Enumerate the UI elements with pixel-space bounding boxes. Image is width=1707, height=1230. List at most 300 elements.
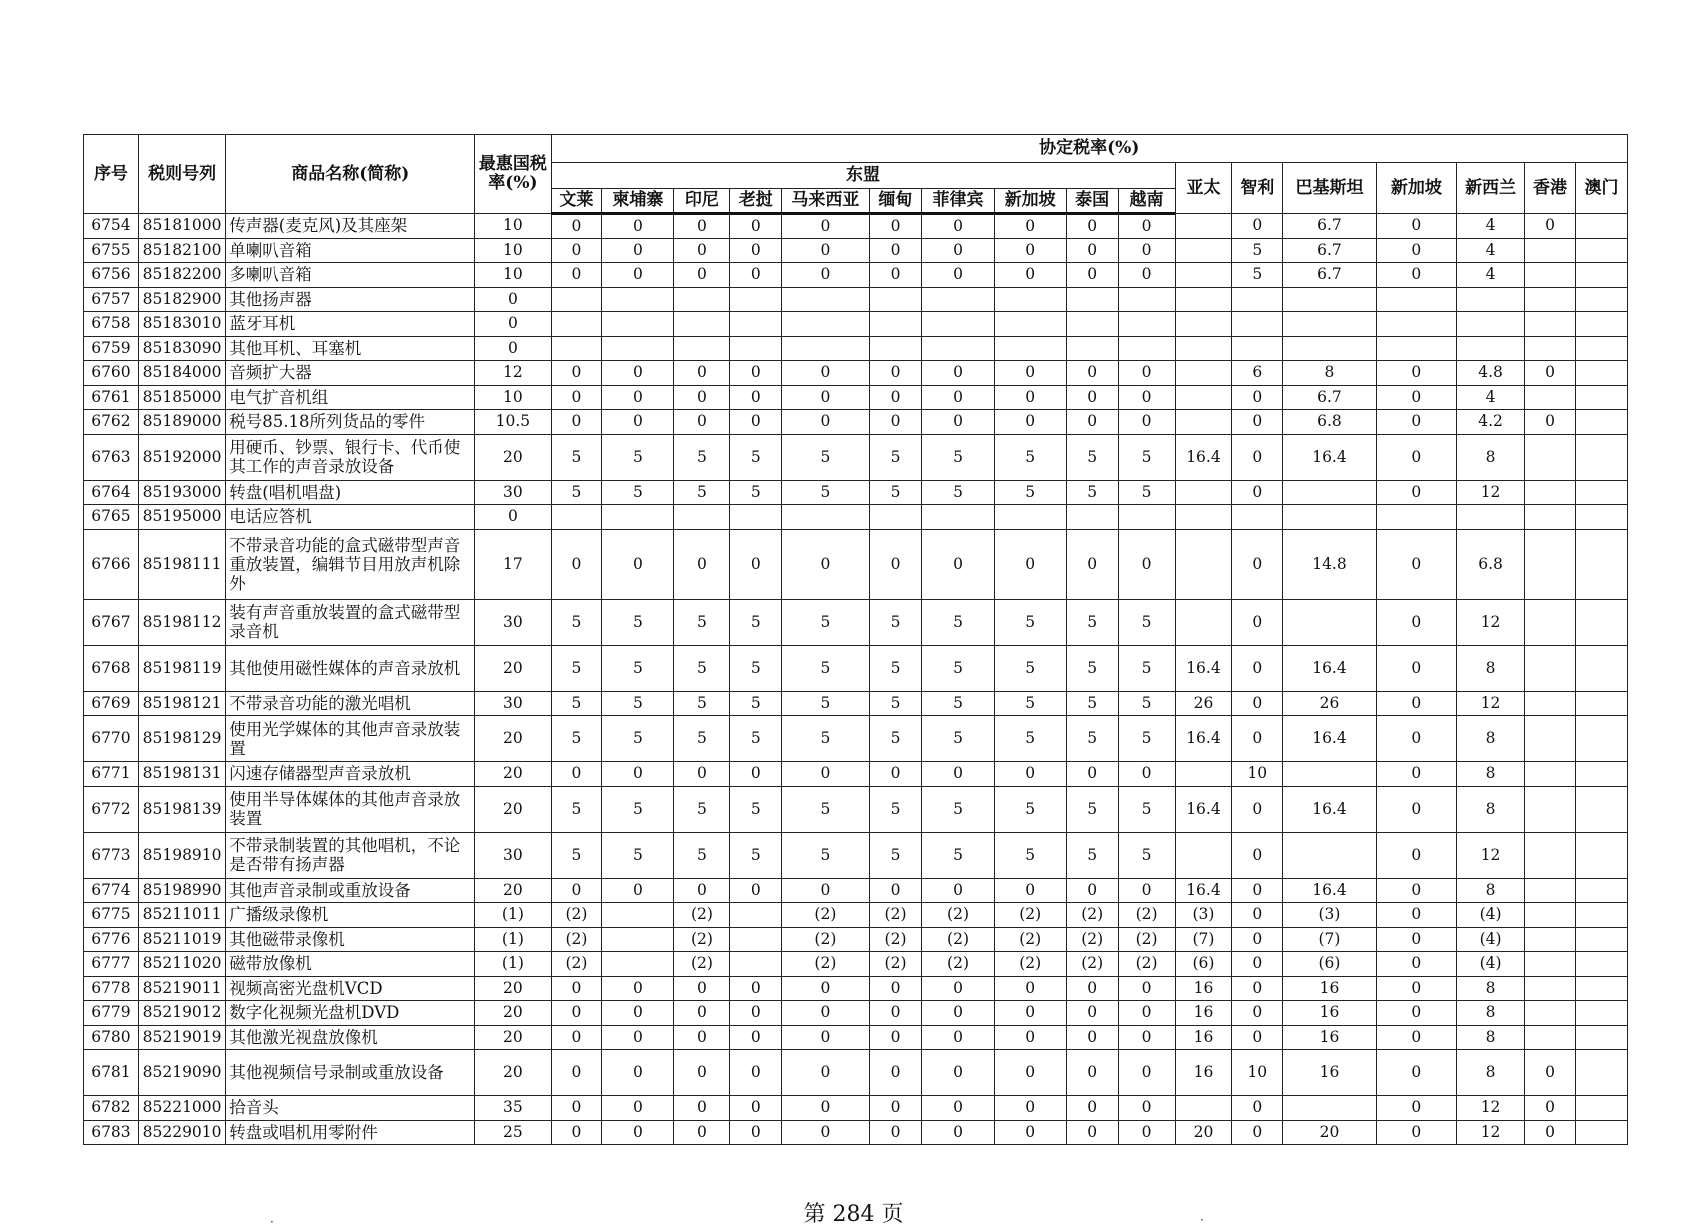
cell-mfn: 0 — [475, 287, 551, 312]
cell-name: 闪速存储器型声音录放机 — [226, 762, 475, 787]
cell-code: 85211020 — [138, 952, 225, 977]
cell-rate: 8 — [1457, 434, 1525, 480]
cell-rate: 0 — [1066, 263, 1118, 288]
cell-rate: 0 — [869, 238, 922, 263]
cell-rate — [994, 287, 1066, 312]
cell-rate: 0 — [1118, 976, 1175, 1001]
cell-seq: 6776 — [84, 927, 139, 952]
cell-seq: 6760 — [84, 361, 139, 386]
cell-rate — [1175, 599, 1232, 645]
cell-rate: 0 — [1232, 385, 1283, 410]
cell-rate: 6.8 — [1283, 410, 1377, 435]
cell-rate: 0 — [602, 385, 674, 410]
cell-mfn: 10 — [475, 238, 551, 263]
cell-rate: 5 — [782, 480, 869, 505]
table-row — [84, 1096, 1628, 1121]
cell-rate: 4 — [1457, 238, 1525, 263]
cell-rate: 0 — [1066, 762, 1118, 787]
cell-name: 音频扩大器 — [226, 361, 475, 386]
cell-rate: 0 — [1376, 1001, 1456, 1026]
cell-rate: 0 — [730, 263, 782, 288]
cell-rate: 16 — [1283, 1001, 1377, 1026]
cell-rate — [1525, 976, 1576, 1001]
header-singapore-fta: 新加坡 — [1376, 163, 1456, 214]
cell-rate: (7) — [1175, 927, 1232, 952]
cell-rate: 0 — [922, 410, 994, 435]
header-singapore: 新加坡 — [994, 189, 1066, 214]
cell-name: 用硬币、钞票、银行卡、代币使其工作的声音录放设备 — [226, 434, 475, 480]
cell-seq: 6772 — [84, 786, 139, 832]
cell-rate: 0 — [1118, 410, 1175, 435]
cell-rate: 0 — [1118, 1050, 1175, 1096]
cell-rate — [1525, 434, 1576, 480]
cell-rate: (2) — [551, 952, 602, 977]
cell-name: 其他扬声器 — [226, 287, 475, 312]
cell-rate: 0 — [782, 1025, 869, 1050]
cell-rate — [1118, 287, 1175, 312]
cell-mfn: 30 — [475, 480, 551, 505]
cell-rate: 0 — [869, 361, 922, 386]
cell-code: 85183010 — [138, 312, 225, 337]
cell-mfn: 20 — [475, 1025, 551, 1050]
cell-rate: 5 — [551, 786, 602, 832]
cell-rate: 5 — [730, 645, 782, 691]
cell-rate — [1283, 505, 1377, 530]
cell-rate — [1525, 385, 1576, 410]
cell-rate — [1525, 287, 1576, 312]
cell-rate — [782, 336, 869, 361]
cell-rate: 0 — [1232, 410, 1283, 435]
table-row — [84, 1025, 1628, 1050]
cell-code: 85193000 — [138, 480, 225, 505]
cell-code: 85198121 — [138, 691, 225, 716]
cell-rate: 0 — [994, 1120, 1066, 1145]
cell-rate: 8 — [1457, 716, 1525, 762]
cell-rate: 6 — [1232, 361, 1283, 386]
cell-rate: (2) — [994, 903, 1066, 928]
cell-rate: 0 — [994, 976, 1066, 1001]
cell-rate: 0 — [869, 214, 922, 239]
header-agreement: 协定税率(%) — [551, 135, 1627, 163]
cell-rate: 5 — [1066, 832, 1118, 878]
cell-code: 85198131 — [138, 762, 225, 787]
cell-code: 85198910 — [138, 832, 225, 878]
cell-rate: 0 — [1376, 263, 1456, 288]
cell-rate: 5 — [782, 691, 869, 716]
scan-speck: · — [1200, 1213, 1204, 1227]
cell-rate: 0 — [602, 1025, 674, 1050]
cell-rate — [730, 952, 782, 977]
cell-rate — [1283, 287, 1377, 312]
cell-rate — [1525, 505, 1576, 530]
cell-rate: 0 — [782, 1050, 869, 1096]
cell-code: 85229010 — [138, 1120, 225, 1145]
cell-rate: 0 — [674, 1001, 730, 1026]
cell-code: 85182100 — [138, 238, 225, 263]
header-asean: 东盟 — [551, 163, 1175, 189]
cell-rate — [1066, 312, 1118, 337]
cell-rate — [674, 505, 730, 530]
cell-mfn: 20 — [475, 1001, 551, 1026]
cell-rate: 0 — [922, 238, 994, 263]
scan-speck: · — [270, 1215, 274, 1229]
cell-rate: 0 — [782, 410, 869, 435]
cell-rate: 0 — [1118, 1120, 1175, 1145]
table-row — [84, 361, 1628, 386]
cell-rate: 0 — [1118, 385, 1175, 410]
cell-rate: 5 — [869, 434, 922, 480]
cell-rate — [674, 287, 730, 312]
cell-rate: 16 — [1283, 976, 1377, 1001]
cell-rate: 5 — [922, 691, 994, 716]
cell-rate: 0 — [1376, 1050, 1456, 1096]
cell-name: 其他耳机、耳塞机 — [226, 336, 475, 361]
cell-rate: 0 — [1376, 214, 1456, 239]
cell-seq: 6773 — [84, 832, 139, 878]
table-row — [84, 927, 1628, 952]
cell-rate — [1376, 312, 1456, 337]
cell-rate: 0 — [1376, 599, 1456, 645]
cell-seq: 6759 — [84, 336, 139, 361]
cell-rate: 0 — [869, 1096, 922, 1121]
cell-rate: 0 — [551, 1120, 602, 1145]
cell-mfn: 17 — [475, 529, 551, 599]
table-body — [84, 214, 1628, 1145]
cell-rate: 0 — [551, 529, 602, 599]
cell-rate: 5 — [994, 786, 1066, 832]
table-row — [84, 716, 1628, 762]
cell-mfn: 20 — [475, 878, 551, 903]
cell-rate — [602, 927, 674, 952]
cell-rate — [1175, 238, 1232, 263]
cell-rate — [551, 336, 602, 361]
cell-rate — [994, 336, 1066, 361]
cell-rate — [602, 312, 674, 337]
cell-rate: 0 — [602, 529, 674, 599]
cell-rate: 12 — [1457, 832, 1525, 878]
cell-rate — [1283, 1096, 1377, 1121]
cell-rate: 5 — [551, 691, 602, 716]
cell-mfn: 10 — [475, 263, 551, 288]
cell-rate: 0 — [1232, 214, 1283, 239]
cell-code: 85184000 — [138, 361, 225, 386]
cell-rate: 8 — [1457, 976, 1525, 1001]
cell-rate: 5 — [922, 480, 994, 505]
cell-rate: 0 — [730, 1001, 782, 1026]
cell-rate: 0 — [1232, 927, 1283, 952]
table-row — [84, 832, 1628, 878]
cell-rate: 5 — [1118, 434, 1175, 480]
cell-code: 85221000 — [138, 1096, 225, 1121]
cell-rate — [1575, 691, 1627, 716]
cell-seq: 6757 — [84, 287, 139, 312]
cell-rate: 5 — [551, 434, 602, 480]
cell-rate: 0 — [1376, 434, 1456, 480]
cell-rate — [1232, 336, 1283, 361]
cell-rate — [1175, 832, 1232, 878]
cell-rate: 0 — [1118, 878, 1175, 903]
cell-rate — [1575, 410, 1627, 435]
cell-rate: 0 — [869, 1001, 922, 1026]
cell-rate — [674, 336, 730, 361]
cell-rate: 0 — [1376, 716, 1456, 762]
cell-mfn: 20 — [475, 716, 551, 762]
cell-rate — [922, 312, 994, 337]
cell-rate: 5 — [674, 716, 730, 762]
cell-rate: 0 — [869, 976, 922, 1001]
cell-rate: 6.7 — [1283, 214, 1377, 239]
cell-rate — [869, 312, 922, 337]
cell-mfn: 30 — [475, 832, 551, 878]
cell-rate: 0 — [869, 263, 922, 288]
header-seq: 序号 — [84, 135, 139, 214]
header-apta: 亚太 — [1175, 163, 1232, 214]
cell-rate: (2) — [869, 927, 922, 952]
cell-rate — [994, 505, 1066, 530]
cell-rate: (6) — [1283, 952, 1377, 977]
cell-rate: 0 — [674, 214, 730, 239]
table-row — [84, 434, 1628, 480]
cell-rate — [1118, 505, 1175, 530]
cell-code: 85195000 — [138, 505, 225, 530]
cell-rate: 0 — [1232, 599, 1283, 645]
cell-rate — [1575, 263, 1627, 288]
cell-name: 不带录音功能的盒式磁带型声音重放装置，编辑节目用放声机除外 — [226, 529, 475, 599]
cell-rate: 0 — [869, 410, 922, 435]
cell-rate: 16.4 — [1283, 716, 1377, 762]
cell-rate: 16 — [1175, 976, 1232, 1001]
cell-rate: 5 — [922, 599, 994, 645]
cell-rate — [1575, 645, 1627, 691]
table-row — [84, 762, 1628, 787]
cell-rate: 0 — [730, 385, 782, 410]
cell-seq: 6777 — [84, 952, 139, 977]
cell-rate: 0 — [1118, 762, 1175, 787]
cell-rate: (2) — [922, 927, 994, 952]
cell-rate — [602, 903, 674, 928]
cell-rate: 0 — [869, 762, 922, 787]
cell-rate: 0 — [1118, 263, 1175, 288]
cell-seq: 6778 — [84, 976, 139, 1001]
cell-rate: 0 — [730, 529, 782, 599]
cell-rate — [1525, 529, 1576, 599]
cell-rate: 4 — [1457, 214, 1525, 239]
cell-rate: 0 — [1118, 238, 1175, 263]
cell-rate — [782, 287, 869, 312]
cell-rate: (2) — [1066, 903, 1118, 928]
cell-mfn: 20 — [475, 645, 551, 691]
cell-rate: 5 — [1118, 716, 1175, 762]
cell-rate: (7) — [1283, 927, 1377, 952]
cell-rate: 5 — [551, 716, 602, 762]
cell-rate: 5 — [1066, 599, 1118, 645]
cell-code: 85182900 — [138, 287, 225, 312]
cell-rate: 5 — [551, 599, 602, 645]
cell-rate — [1525, 645, 1576, 691]
cell-rate: 0 — [1232, 434, 1283, 480]
cell-code: 85211019 — [138, 927, 225, 952]
cell-rate: 10 — [1232, 1050, 1283, 1096]
cell-code: 85198111 — [138, 529, 225, 599]
cell-rate: 5 — [782, 599, 869, 645]
cell-rate: 6.8 — [1457, 529, 1525, 599]
cell-rate: (2) — [994, 952, 1066, 977]
cell-rate: 5 — [674, 645, 730, 691]
cell-code: 85219090 — [138, 1050, 225, 1096]
cell-rate — [1525, 336, 1576, 361]
cell-rate: 0 — [782, 385, 869, 410]
cell-rate — [1283, 480, 1377, 505]
cell-rate: 0 — [922, 1120, 994, 1145]
cell-rate: 0 — [1232, 903, 1283, 928]
cell-rate — [1575, 480, 1627, 505]
cell-rate — [1525, 786, 1576, 832]
cell-mfn: 30 — [475, 599, 551, 645]
cell-rate: 0 — [551, 976, 602, 1001]
cell-rate: 0 — [1066, 361, 1118, 386]
cell-rate: 0 — [994, 1025, 1066, 1050]
cell-mfn: 20 — [475, 762, 551, 787]
cell-rate: 0 — [602, 263, 674, 288]
cell-rate: 5 — [922, 434, 994, 480]
cell-rate: 0 — [730, 1050, 782, 1096]
cell-rate: 5 — [782, 716, 869, 762]
cell-rate — [1118, 336, 1175, 361]
cell-rate: 0 — [922, 361, 994, 386]
cell-rate: 0 — [1525, 410, 1576, 435]
cell-rate: 0 — [994, 385, 1066, 410]
cell-rate: 6.7 — [1283, 238, 1377, 263]
cell-name: 传声器(麦克风)及其座架 — [226, 214, 475, 239]
cell-rate: 0 — [551, 762, 602, 787]
cell-name: 转盘或唱机用零附件 — [226, 1120, 475, 1145]
cell-code: 85185000 — [138, 385, 225, 410]
cell-rate: 0 — [922, 263, 994, 288]
header-myanmar: 缅甸 — [869, 189, 922, 214]
header-macao: 澳门 — [1575, 163, 1627, 214]
cell-rate: 5 — [922, 716, 994, 762]
cell-rate: 5 — [782, 786, 869, 832]
cell-rate — [730, 505, 782, 530]
cell-seq: 6765 — [84, 505, 139, 530]
table-row — [84, 480, 1628, 505]
cell-seq: 6783 — [84, 1120, 139, 1145]
cell-rate: 0 — [994, 1096, 1066, 1121]
cell-rate: 0 — [1066, 1025, 1118, 1050]
cell-rate: 4.8 — [1457, 361, 1525, 386]
cell-rate: 5 — [1066, 434, 1118, 480]
header-new-zealand: 新西兰 — [1457, 163, 1525, 214]
cell-rate: 5 — [869, 716, 922, 762]
cell-rate: 5 — [869, 599, 922, 645]
cell-seq: 6768 — [84, 645, 139, 691]
cell-rate: 0 — [782, 1096, 869, 1121]
cell-rate: 0 — [922, 1025, 994, 1050]
cell-seq: 6764 — [84, 480, 139, 505]
cell-rate: 5 — [869, 480, 922, 505]
cell-rate: (2) — [922, 903, 994, 928]
cell-rate: 16.4 — [1283, 786, 1377, 832]
cell-name: 税号85.18所列货品的零件 — [226, 410, 475, 435]
cell-rate: 0 — [602, 410, 674, 435]
cell-name: 多喇叭音箱 — [226, 263, 475, 288]
cell-rate — [551, 505, 602, 530]
table-row — [84, 505, 1628, 530]
cell-name: 不带录制装置的其他唱机，不论是否带有扬声器 — [226, 832, 475, 878]
cell-rate: 8 — [1457, 1001, 1525, 1026]
cell-rate: 12 — [1457, 1120, 1525, 1145]
cell-rate — [1575, 1050, 1627, 1096]
cell-code: 85192000 — [138, 434, 225, 480]
cell-rate: 0 — [674, 762, 730, 787]
cell-seq: 6762 — [84, 410, 139, 435]
cell-rate — [1575, 762, 1627, 787]
cell-name: 广播级录像机 — [226, 903, 475, 928]
header-brunei: 文莱 — [551, 189, 602, 214]
cell-rate: (3) — [1175, 903, 1232, 928]
cell-rate: 0 — [922, 976, 994, 1001]
cell-mfn: 12 — [475, 361, 551, 386]
cell-code: 85183090 — [138, 336, 225, 361]
cell-rate: 5 — [869, 645, 922, 691]
cell-seq: 6763 — [84, 434, 139, 480]
cell-rate — [1232, 505, 1283, 530]
cell-rate: 16.4 — [1283, 434, 1377, 480]
cell-rate: 0 — [782, 878, 869, 903]
cell-rate: 16 — [1175, 1050, 1232, 1096]
cell-rate: 0 — [602, 238, 674, 263]
cell-rate: 5 — [602, 832, 674, 878]
cell-rate — [869, 505, 922, 530]
table-row — [84, 287, 1628, 312]
cell-rate: 0 — [994, 1001, 1066, 1026]
cell-rate — [1232, 287, 1283, 312]
cell-rate: 5 — [674, 832, 730, 878]
cell-rate: (4) — [1457, 952, 1525, 977]
cell-rate: 0 — [1525, 1096, 1576, 1121]
cell-rate: 12 — [1457, 599, 1525, 645]
table-row — [84, 336, 1628, 361]
cell-rate: 0 — [1118, 361, 1175, 386]
cell-rate: (2) — [1066, 927, 1118, 952]
cell-mfn: 20 — [475, 434, 551, 480]
cell-rate: (2) — [1118, 952, 1175, 977]
cell-rate: (4) — [1457, 903, 1525, 928]
cell-rate: 0 — [922, 385, 994, 410]
cell-rate: 0 — [1376, 786, 1456, 832]
cell-seq: 6781 — [84, 1050, 139, 1096]
cell-rate — [1575, 529, 1627, 599]
cell-rate — [1175, 312, 1232, 337]
cell-rate — [1575, 832, 1627, 878]
cell-rate — [1525, 263, 1576, 288]
cell-rate: 0 — [782, 361, 869, 386]
cell-rate — [1575, 927, 1627, 952]
cell-rate: 0 — [551, 878, 602, 903]
cell-rate — [1118, 312, 1175, 337]
table-row — [84, 878, 1628, 903]
cell-rate: 0 — [602, 214, 674, 239]
cell-rate — [1525, 762, 1576, 787]
table-row — [84, 529, 1628, 599]
cell-mfn: 35 — [475, 1096, 551, 1121]
cell-mfn: 20 — [475, 976, 551, 1001]
table-row — [84, 263, 1628, 288]
cell-rate — [869, 336, 922, 361]
cell-rate: 0 — [551, 385, 602, 410]
cell-rate: 5 — [1118, 832, 1175, 878]
cell-rate — [1575, 361, 1627, 386]
